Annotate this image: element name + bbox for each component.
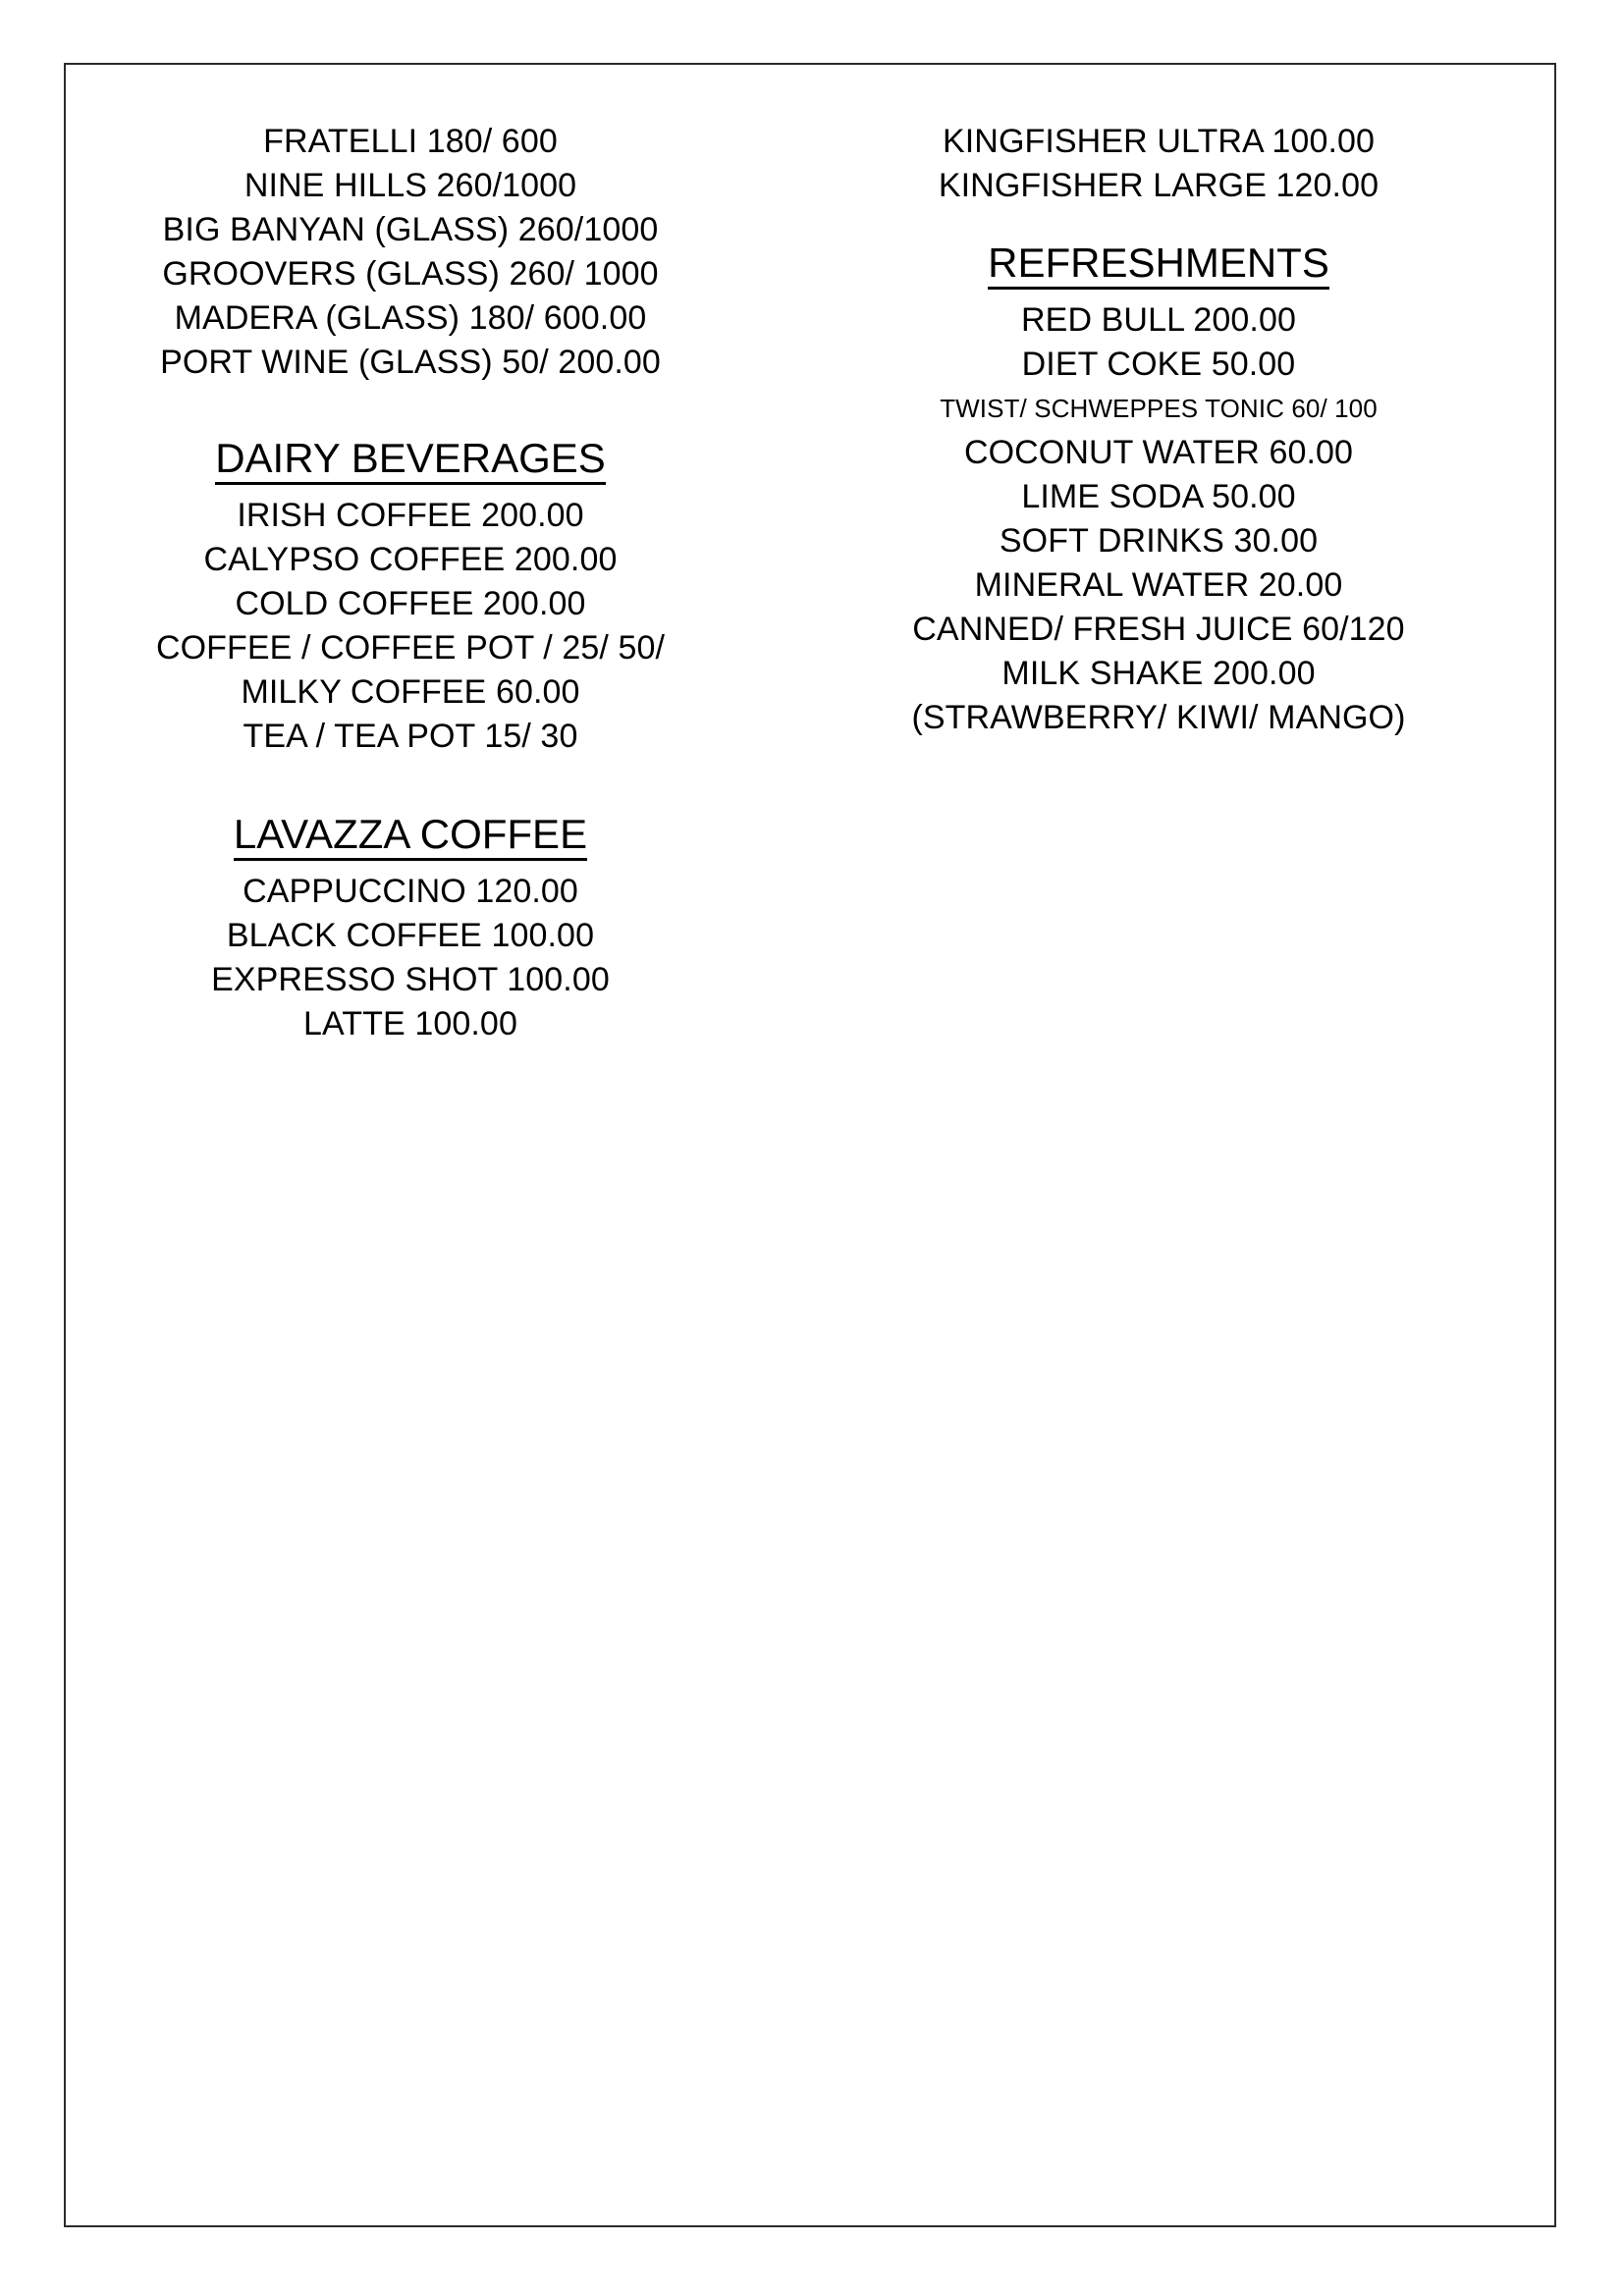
menu-item-line: TEA / TEA POT 15/ 30 bbox=[243, 718, 578, 755]
menu-item-line: KINGFISHER LARGE 120.00 bbox=[938, 167, 1380, 204]
menu-item-line: EXPRESSO SHOT 100.00 bbox=[211, 961, 610, 998]
menu-item-line: SOFT DRINKS 30.00 bbox=[999, 522, 1319, 560]
menu-item-line: NINE HILLS 260/1000 bbox=[243, 167, 577, 204]
menu-item-line: CAPPUCCINO 120.00 bbox=[243, 873, 578, 910]
menu-item-line: LATTE 100.00 bbox=[303, 1005, 517, 1042]
menu-item-line: BIG BANYAN (GLASS) 260/1000 bbox=[162, 211, 659, 248]
menu-item-line: GROOVERS (GLASS) 260/ 1000 bbox=[162, 255, 659, 293]
section-heading-refreshments bbox=[762, 239, 1555, 288]
menu-item-line: KINGFISHER ULTRA 100.00 bbox=[942, 123, 1376, 160]
section-spacer bbox=[69, 385, 752, 434]
menu-item-line: CANNED/ FRESH JUICE 60/120 bbox=[912, 611, 1405, 648]
refreshments-section bbox=[762, 239, 1555, 740]
section-heading-text: DAIRY BEVERAGES bbox=[215, 435, 606, 485]
menu-item-line: MADERA (GLASS) 180/ 600.00 bbox=[174, 299, 647, 337]
menu-item-line: LIME SODA 50.00 bbox=[1021, 478, 1296, 515]
section-spacer bbox=[762, 208, 1555, 239]
right-column bbox=[752, 65, 1555, 740]
menu-item-line: RED BULL 200.00 bbox=[1021, 301, 1296, 339]
menu-item-line: COCONUT WATER 60.00 bbox=[963, 434, 1354, 471]
menu-item-line: DIET COKE 50.00 bbox=[1021, 346, 1296, 383]
lavazza-coffee-section bbox=[69, 810, 752, 1046]
section-heading-text: REFRESHMENTS bbox=[988, 240, 1329, 290]
menu-columns bbox=[65, 65, 1555, 2225]
beer-list-section bbox=[762, 120, 1555, 208]
menu-item-line: PORT WINE (GLASS) 50/ 200.00 bbox=[160, 344, 661, 381]
menu-item-line: MINERAL WATER 20.00 bbox=[974, 566, 1343, 604]
menu-item-line: CALYPSO COFFEE 200.00 bbox=[203, 541, 618, 578]
menu-item-line: IRISH COFFEE 200.00 bbox=[237, 497, 584, 534]
menu-item-line: MILK SHAKE 200.00 bbox=[1001, 655, 1316, 692]
wine-list-section bbox=[69, 120, 752, 385]
section-heading-text: LAVAZZA COFFEE bbox=[234, 811, 587, 861]
section-spacer bbox=[69, 759, 752, 810]
menu-item-line: BLACK COFFEE 100.00 bbox=[226, 917, 595, 954]
menu-item-line: COFFEE / COFFEE POT / 25/ 50/ bbox=[155, 629, 666, 667]
menu-item-line: (STRAWBERRY/ KIWI/ MANGO) bbox=[911, 699, 1406, 736]
menu-item-line: FRATELLI 180/ 600 bbox=[263, 123, 558, 160]
section-heading-dairy-beverages bbox=[69, 434, 752, 483]
menu-item-line: TWIST/ SCHWEPPES TONIC 60/ 100 bbox=[940, 394, 1378, 423]
section-heading-lavazza-coffee bbox=[69, 810, 752, 859]
menu-item-line: MILKY COFFEE 60.00 bbox=[241, 673, 580, 711]
menu-item-line: COLD COFFEE 200.00 bbox=[235, 585, 586, 622]
dairy-beverages-section bbox=[69, 434, 752, 759]
left-column bbox=[65, 65, 752, 1046]
